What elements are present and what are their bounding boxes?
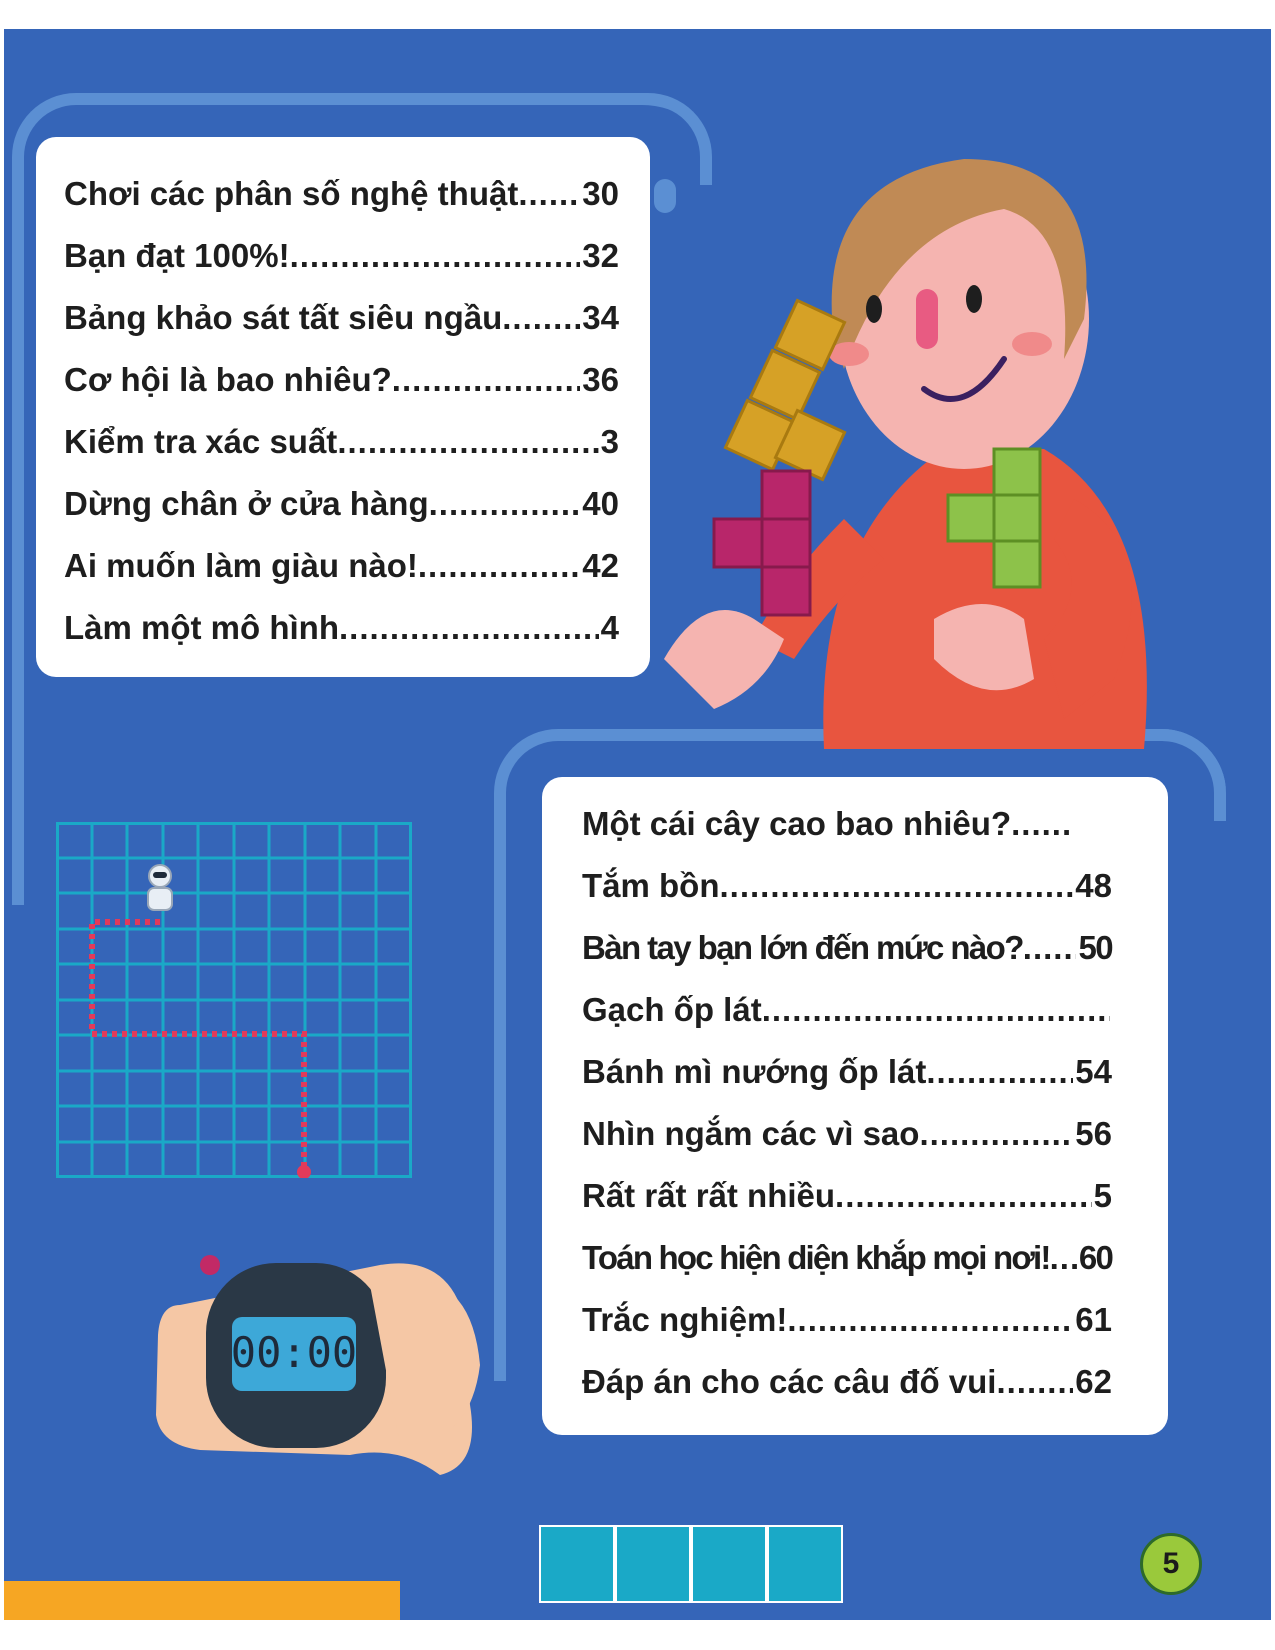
robot-grid	[56, 822, 412, 1178]
toc-entry[interactable]	[582, 1363, 1112, 1425]
toc-entry[interactable]	[582, 991, 1112, 1053]
toc-entry-page: 32	[582, 237, 619, 274]
page-background	[4, 29, 1271, 1620]
toc-dot-leader	[720, 867, 1074, 905]
toc-entry[interactable]	[582, 1301, 1112, 1363]
toc-entry[interactable]	[582, 929, 1112, 991]
toc-entry-title: Dừng chân ở cửa hàng	[64, 485, 429, 522]
toc-dot-leader	[787, 1301, 1073, 1339]
toc-entry-title: Tắm bồn	[582, 867, 720, 904]
toc-dot-leader	[835, 1177, 1092, 1215]
toc-dot-leader	[518, 175, 580, 213]
toc-entry-page: 34	[582, 299, 619, 336]
toc-entry-page: 3	[600, 423, 619, 460]
toc-dot-leader	[1023, 929, 1077, 967]
child-illustration	[644, 119, 1204, 749]
toc-entry-title: Làm một mô hình	[64, 609, 339, 646]
toc-dot-leader	[290, 237, 581, 275]
toc-entry-title: Cơ hội là bao nhiêu?	[64, 361, 392, 398]
toc-entry-title: Trắc nghiệm!	[582, 1301, 788, 1338]
toc-entry-page: 40	[582, 485, 619, 522]
decor-square	[767, 1525, 843, 1603]
decor-sand	[4, 1581, 400, 1620]
toc-entry-page: 62	[1075, 1363, 1112, 1400]
toc-entry[interactable]	[582, 867, 1112, 929]
toc-entry[interactable]	[64, 609, 619, 671]
decor-square	[691, 1525, 767, 1603]
toc-entry-page: 60	[1078, 1239, 1112, 1276]
stopwatch-display: 00:00	[230, 1328, 358, 1377]
toc-entry-page: 42	[582, 547, 619, 584]
toc-entry[interactable]	[582, 1177, 1112, 1239]
toc-dot-leader	[926, 1053, 1073, 1091]
toc-entry-page: 30	[582, 175, 619, 212]
toc-entry[interactable]	[582, 1115, 1112, 1177]
toc-card-bottom	[542, 777, 1168, 1435]
toc-dot-leader	[996, 1363, 1073, 1401]
decor-squares	[539, 1525, 843, 1603]
toc-dot-leader	[392, 361, 580, 399]
toc-card-top	[36, 137, 650, 677]
decor-square	[615, 1525, 691, 1603]
toc-entry-title: Đáp án cho các câu đố vui	[582, 1363, 997, 1400]
stopwatch-illustration	[140, 1245, 500, 1485]
toc-dot-leader	[502, 299, 580, 337]
toc-dot-leader	[418, 547, 580, 585]
toc-dot-leader	[339, 609, 599, 647]
toc-entry-page: 36	[582, 361, 619, 398]
toc-entry-title: Toán học hiện diện khắp mọi nơi!	[582, 1239, 1050, 1276]
toc-dot-leader	[919, 1115, 1073, 1153]
toc-entry-page: 56	[1075, 1115, 1112, 1152]
toc-entry-page: 5	[1093, 1177, 1112, 1214]
toc-entry-page: 54	[1075, 1053, 1112, 1090]
toc-dot-leader	[1011, 805, 1071, 843]
toc-entry[interactable]	[582, 805, 1112, 867]
toc-dot-leader	[337, 423, 598, 461]
decor-square	[539, 1525, 615, 1603]
toc-dot-leader	[1050, 1239, 1077, 1277]
toc-entry-title: Ai muốn làm giàu nào!	[64, 547, 418, 584]
toc-entry-title: Bạn đạt 100%!	[64, 237, 290, 274]
toc-entry[interactable]	[582, 1239, 1112, 1301]
toc-entry-page: 50	[1078, 929, 1112, 966]
toc-entry[interactable]	[64, 423, 619, 485]
toc-entry-title: Gạch ốp lát	[582, 991, 762, 1028]
toc-dot-leader	[429, 485, 581, 523]
toc-entry[interactable]	[582, 1053, 1112, 1115]
page-number-badge: 5	[1140, 1533, 1202, 1595]
toc-entry-title: Một cái cây cao bao nhiêu?	[582, 805, 1012, 842]
robot-icon	[148, 865, 172, 910]
toc-entry[interactable]	[64, 175, 619, 237]
toc-entry[interactable]	[64, 485, 619, 547]
toc-entry[interactable]	[64, 237, 619, 299]
toc-entry[interactable]	[64, 299, 619, 361]
toc-entry-title: Bảng khảo sát tất siêu ngầu	[64, 299, 503, 336]
toc-entry-title: Rất rất rất nhiều	[582, 1177, 836, 1214]
toc-entry[interactable]	[64, 361, 619, 423]
toc-entry[interactable]	[64, 547, 619, 609]
toc-dot-leader	[762, 991, 1110, 1029]
toc-entry-title: Chơi các phân số nghệ thuật	[64, 175, 519, 212]
toc-entry-title: Nhìn ngắm các vì sao	[582, 1115, 920, 1152]
toc-entry-page: 61	[1075, 1301, 1112, 1338]
toc-entry-page: 4	[600, 609, 619, 646]
toc-entry-title: Bàn tay bạn lớn đến mức nào?	[582, 929, 1023, 966]
toc-entry-page: 48	[1075, 867, 1112, 904]
toc-entry-title: Bánh mì nướng ốp lát	[582, 1053, 927, 1090]
toc-entry-title: Kiểm tra xác suất	[64, 423, 338, 460]
